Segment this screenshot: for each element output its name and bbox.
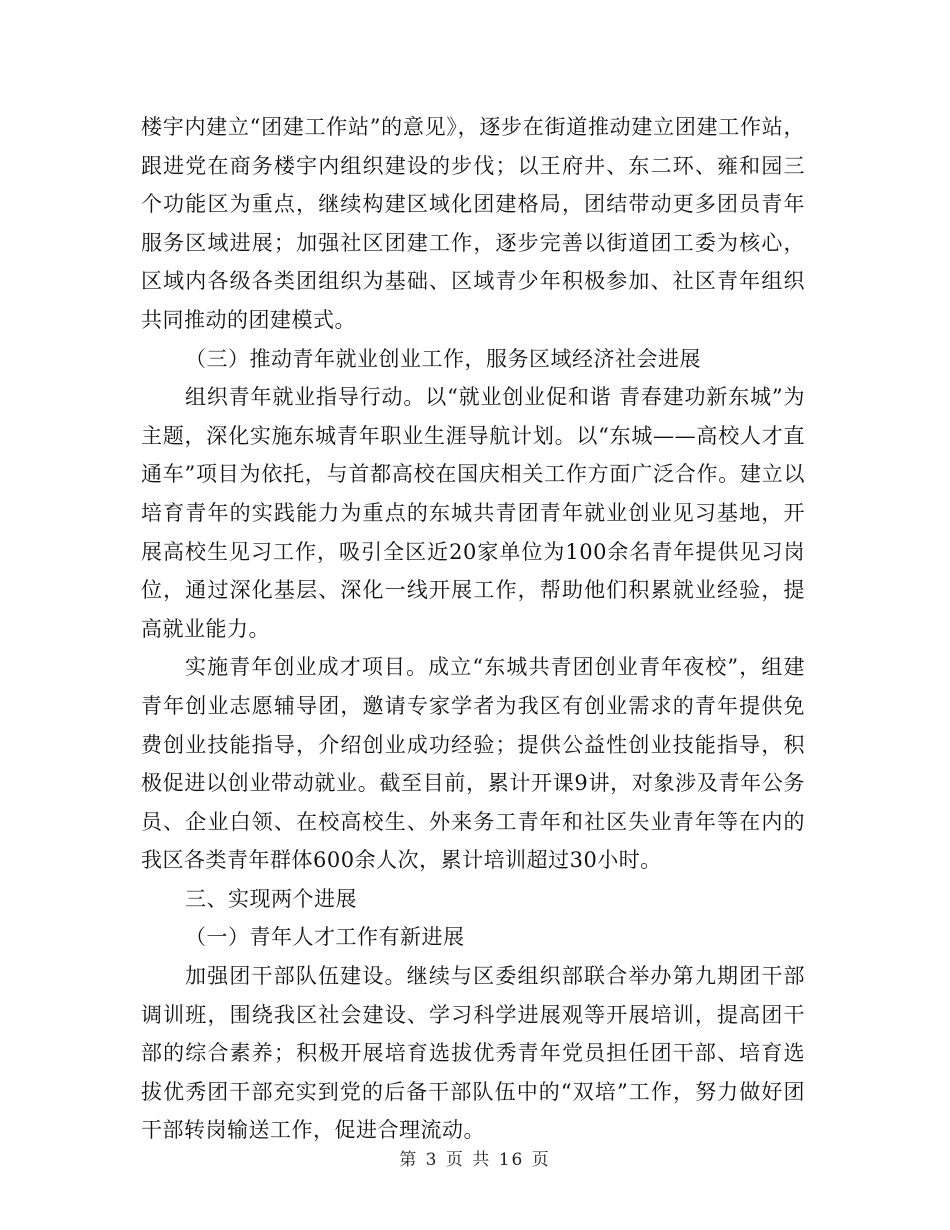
paragraph-cadre-building: 加强团干部队伍建设。继续与区委组织部联合举办第九期团干部调训班，围绕我区社会建设、学习科学进展观等开展培训，提高团干部的综合素养；积极开展培育选拔优秀青年党员担任团干部、培育选拔优秀团干部充实到党的后备干部队伍中的“双培”工作，努力做好团干部转岗输送工作，促进合理流动。 (141, 964, 805, 1143)
document-body (141, 108, 805, 1150)
section-heading-main: 三、实现两个进展 (185, 886, 357, 911)
section-heading-1: （一）青年人才工作有新进展 (185, 925, 465, 950)
paragraph-entrepreneurship: 实施青年创业成才项目。成立“东城共青团创业青年夜校”，组建青年创业志愿辅导团，邀请专家学者为我区有创业需求的青年提供免费创业技能指导，介绍创业成功经验；提供公益性创业技能指导，积极促进以创业带动就业。截至目前，累计开课9讲，对象涉及青年公务员、企业白领、在校高校生、外来务工青年和社区失业青年等在内的我区各类青年群体600余人次，累计培训超过30小时。 (141, 655, 805, 873)
paragraph-continuation: 楼宇内建立“团建工作站”的意见》，逐步在街道推动建立团建工作站，跟进党在商务楼宇内组织建设的步伐；以王府井、东二环、雍和园三个功能区为重点，继续构建区域化团建格局，团结带动更多团员青年服务区域进展；加强社区团建工作，逐步完善以街道团工委为核心，区域内各级各类团组织为基础、区域青少年积极参加、社区青年组织共同推动的团建模式。 (141, 115, 805, 332)
paragraph-employment-guidance: 组织青年就业指导行动。以“就业创业促和谐 青春建功新东城”为主题，深化实施东城青年职业生涯导航计划。以“东城——高校人才直通车”项目为依托，与首都高校在国庆相关工作方面广泛合作。建立以培育青年的实践能力为重点的东城共青团青年就业创业见习基地，开展高校生见习工作，吸引全区近20家单位为100余名青年提供见习岗位，通过深化基层、深化一线开展工作，帮助他们积累就业经验，提高就业能力。 (141, 385, 805, 641)
section-heading-3: （三）推动青年就业创业工作，服务区域经济社会进展 (185, 346, 701, 371)
page-footer: 第 3 页 共 16 页 (399, 1150, 551, 1170)
